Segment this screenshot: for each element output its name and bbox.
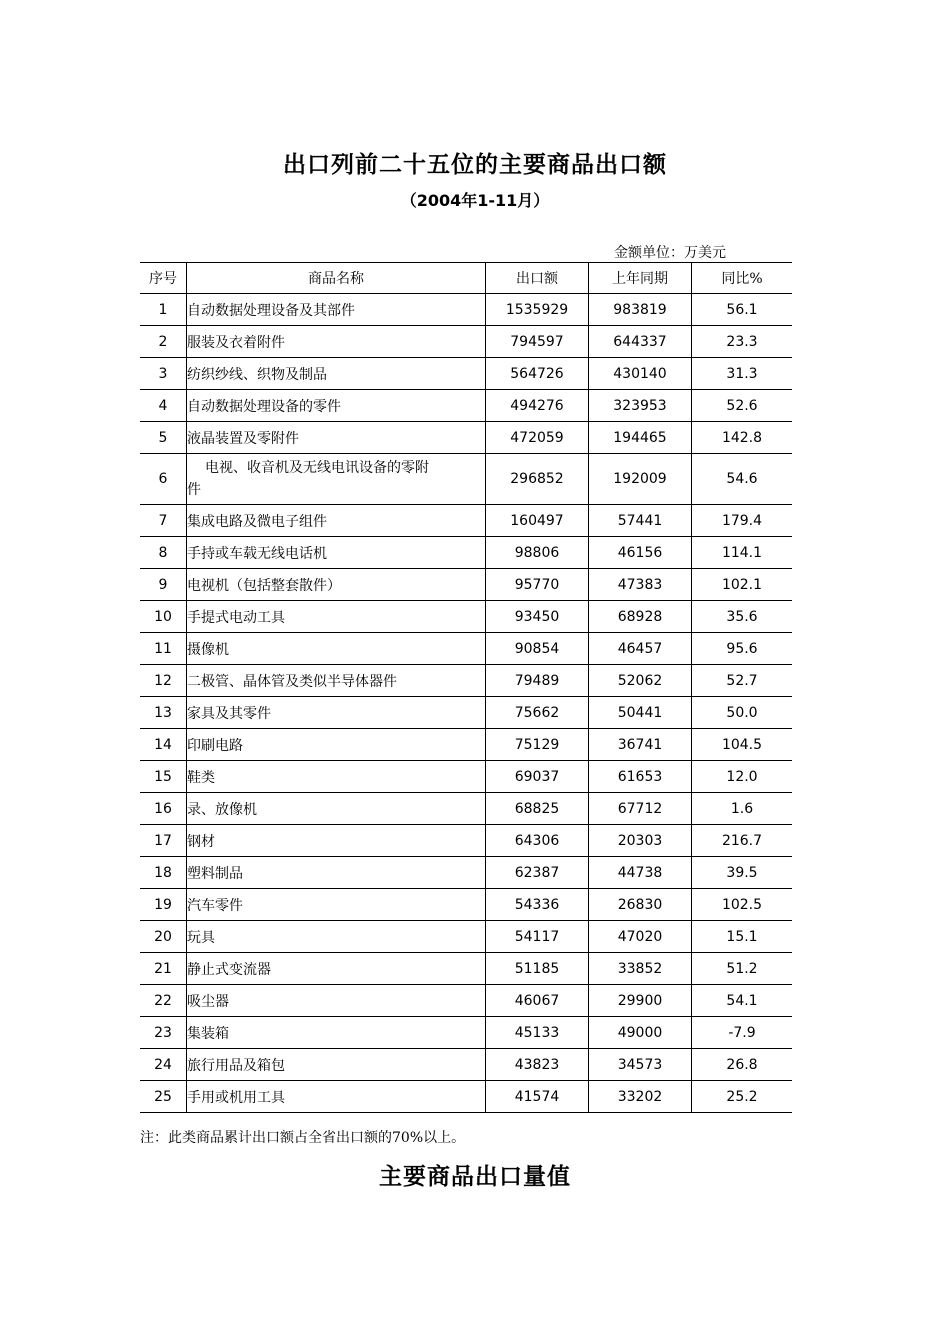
cell-prev-year: 33202 [589,1081,692,1113]
table-row [140,985,792,1017]
table-row [140,889,792,921]
cell-prev-year: 68928 [589,601,692,633]
cell-index: 16 [140,793,187,825]
cell-yoy: 1.6 [692,793,793,825]
cell-yoy: 102.1 [692,569,793,601]
cell-export: 54117 [486,921,589,953]
cell-prev-year: 52062 [589,665,692,697]
cell-index: 10 [140,601,187,633]
table-row [140,665,792,697]
cell-export: 160497 [486,505,589,537]
table-row [140,422,792,454]
table-row [140,326,792,358]
cell-yoy: 95.6 [692,633,793,665]
cell-name: 二极管、晶体管及类似半导体器件 [187,665,486,697]
cell-yoy: 102.5 [692,889,793,921]
cell-prev-year: 44738 [589,857,692,889]
table-row [140,537,792,569]
table-note: 注：此类商品累计出口额占全省出口额的70%以上。 [140,1130,466,1146]
cell-index: 18 [140,857,187,889]
cell-export: 93450 [486,601,589,633]
cell-name: 电视机（包括整套散件） [187,569,486,601]
cell-export: 296852 [486,454,589,505]
cell-yoy: 179.4 [692,505,793,537]
cell-index: 24 [140,1049,187,1081]
cell-prev-year: 33852 [589,953,692,985]
cell-prev-year: 323953 [589,390,692,422]
cell-index: 19 [140,889,187,921]
cell-export: 54336 [486,889,589,921]
table-row [140,358,792,390]
cell-name: 印刷电路 [187,729,486,761]
cell-export: 62387 [486,857,589,889]
cell-name: 塑料制品 [187,857,486,889]
cell-export: 46067 [486,985,589,1017]
cell-export: 1535929 [486,294,589,326]
header-prev-year: 上年同期 [589,263,692,294]
cell-yoy: 56.1 [692,294,793,326]
cell-index: 21 [140,953,187,985]
cell-index: 1 [140,294,187,326]
table-row [140,1049,792,1081]
cell-export: 98806 [486,537,589,569]
cell-export: 45133 [486,1017,589,1049]
cell-yoy: 25.2 [692,1081,793,1113]
cell-prev-year: 49000 [589,1017,692,1049]
export-table [140,262,792,1113]
cell-index: 2 [140,326,187,358]
cell-name [187,454,486,505]
table-row [140,1081,792,1113]
cell-index: 9 [140,569,187,601]
cell-yoy: 54.6 [692,454,793,505]
cell-yoy: 39.5 [692,857,793,889]
cell-yoy: 51.2 [692,953,793,985]
page-title: 出口列前二十五位的主要商品出口额 [283,152,667,178]
cell-name: 手用或机用工具 [187,1081,486,1113]
cell-name: 集装箱 [187,1017,486,1049]
table-body [140,294,792,1113]
cell-index: 14 [140,729,187,761]
table-row [140,825,792,857]
cell-yoy: 142.8 [692,422,793,454]
next-section-title: 主要商品出口量值 [379,1164,571,1190]
cell-index: 4 [140,390,187,422]
cell-index: 8 [140,537,187,569]
unit-label: 金额单位：万美元 [614,245,726,261]
cell-export: 90854 [486,633,589,665]
cell-index: 13 [140,697,187,729]
cell-index: 5 [140,422,187,454]
cell-index: 11 [140,633,187,665]
cell-prev-year: 983819 [589,294,692,326]
cell-prev-year: 47020 [589,921,692,953]
cell-yoy: 114.1 [692,537,793,569]
table-row [140,697,792,729]
cell-export: 794597 [486,326,589,358]
cell-prev-year: 46457 [589,633,692,665]
header-export: 出口额 [486,263,589,294]
cell-export: 69037 [486,761,589,793]
cell-export: 564726 [486,358,589,390]
cell-name: 录、放像机 [187,793,486,825]
cell-name: 手持或车载无线电话机 [187,537,486,569]
table-row [140,857,792,889]
cell-name: 自动数据处理设备及其部件 [187,294,486,326]
cell-yoy: 35.6 [692,601,793,633]
cell-name: 钢材 [187,825,486,857]
cell-index: 20 [140,921,187,953]
cell-export: 494276 [486,390,589,422]
cell-name: 静止式变流器 [187,953,486,985]
cell-export: 95770 [486,569,589,601]
cell-yoy: 52.6 [692,390,793,422]
cell-export: 64306 [486,825,589,857]
cell-prev-year: 430140 [589,358,692,390]
cell-name: 纺织纱线、织物及制品 [187,358,486,390]
table-row [140,505,792,537]
cell-index: 15 [140,761,187,793]
table-row [140,761,792,793]
cell-name: 吸尘器 [187,985,486,1017]
cell-yoy: 12.0 [692,761,793,793]
table-header-row [140,263,792,294]
cell-name: 手提式电动工具 [187,601,486,633]
cell-yoy: 54.1 [692,985,793,1017]
table-row [140,729,792,761]
cell-yoy: 50.0 [692,697,793,729]
cell-name: 汽车零件 [187,889,486,921]
cell-prev-year: 192009 [589,454,692,505]
cell-name: 旅行用品及箱包 [187,1049,486,1081]
cell-name: 家具及其零件 [187,697,486,729]
page-subtitle: （2004年1-11月） [400,191,550,210]
cell-prev-year: 61653 [589,761,692,793]
cell-prev-year: 67712 [589,793,692,825]
cell-index: 17 [140,825,187,857]
cell-prev-year: 46156 [589,537,692,569]
cell-yoy: 104.5 [692,729,793,761]
cell-name-line: 电视、收音机及无线电讯设备的零附 [205,460,429,476]
table-row [140,953,792,985]
cell-name-line: 件 [187,482,201,498]
cell-export: 68825 [486,793,589,825]
cell-index: 22 [140,985,187,1017]
table-row [140,454,792,505]
cell-prev-year: 194465 [589,422,692,454]
cell-export: 43823 [486,1049,589,1081]
cell-prev-year: 29900 [589,985,692,1017]
table-row [140,921,792,953]
cell-yoy: 26.8 [692,1049,793,1081]
cell-name: 液晶装置及零附件 [187,422,486,454]
table-row [140,390,792,422]
cell-index: 25 [140,1081,187,1113]
cell-index: 7 [140,505,187,537]
cell-export: 75129 [486,729,589,761]
cell-index: 12 [140,665,187,697]
header-index: 序号 [140,263,187,294]
cell-yoy: 15.1 [692,921,793,953]
cell-yoy: 23.3 [692,326,793,358]
cell-prev-year: 57441 [589,505,692,537]
cell-name: 摄像机 [187,633,486,665]
cell-index: 3 [140,358,187,390]
cell-name: 服装及衣着附件 [187,326,486,358]
cell-prev-year: 34573 [589,1049,692,1081]
cell-name: 自动数据处理设备的零件 [187,390,486,422]
cell-export: 79489 [486,665,589,697]
cell-prev-year: 50441 [589,697,692,729]
table-row [140,294,792,326]
table-row [140,633,792,665]
cell-name: 鞋类 [187,761,486,793]
cell-yoy: 31.3 [692,358,793,390]
cell-yoy: 216.7 [692,825,793,857]
cell-prev-year: 26830 [589,889,692,921]
cell-export: 51185 [486,953,589,985]
cell-index: 6 [140,454,187,505]
header-yoy: 同比% [692,263,793,294]
header-name: 商品名称 [187,263,486,294]
cell-prev-year: 36741 [589,729,692,761]
cell-export: 41574 [486,1081,589,1113]
cell-name: 集成电路及微电子组件 [187,505,486,537]
cell-prev-year: 644337 [589,326,692,358]
cell-yoy: 52.7 [692,665,793,697]
table-row [140,569,792,601]
cell-name: 玩具 [187,921,486,953]
cell-prev-year: 20303 [589,825,692,857]
table-row [140,601,792,633]
table-row [140,793,792,825]
cell-index: 23 [140,1017,187,1049]
cell-export: 472059 [486,422,589,454]
cell-yoy: -7.9 [692,1017,793,1049]
table-row [140,1017,792,1049]
cell-prev-year: 47383 [589,569,692,601]
cell-export: 75662 [486,697,589,729]
